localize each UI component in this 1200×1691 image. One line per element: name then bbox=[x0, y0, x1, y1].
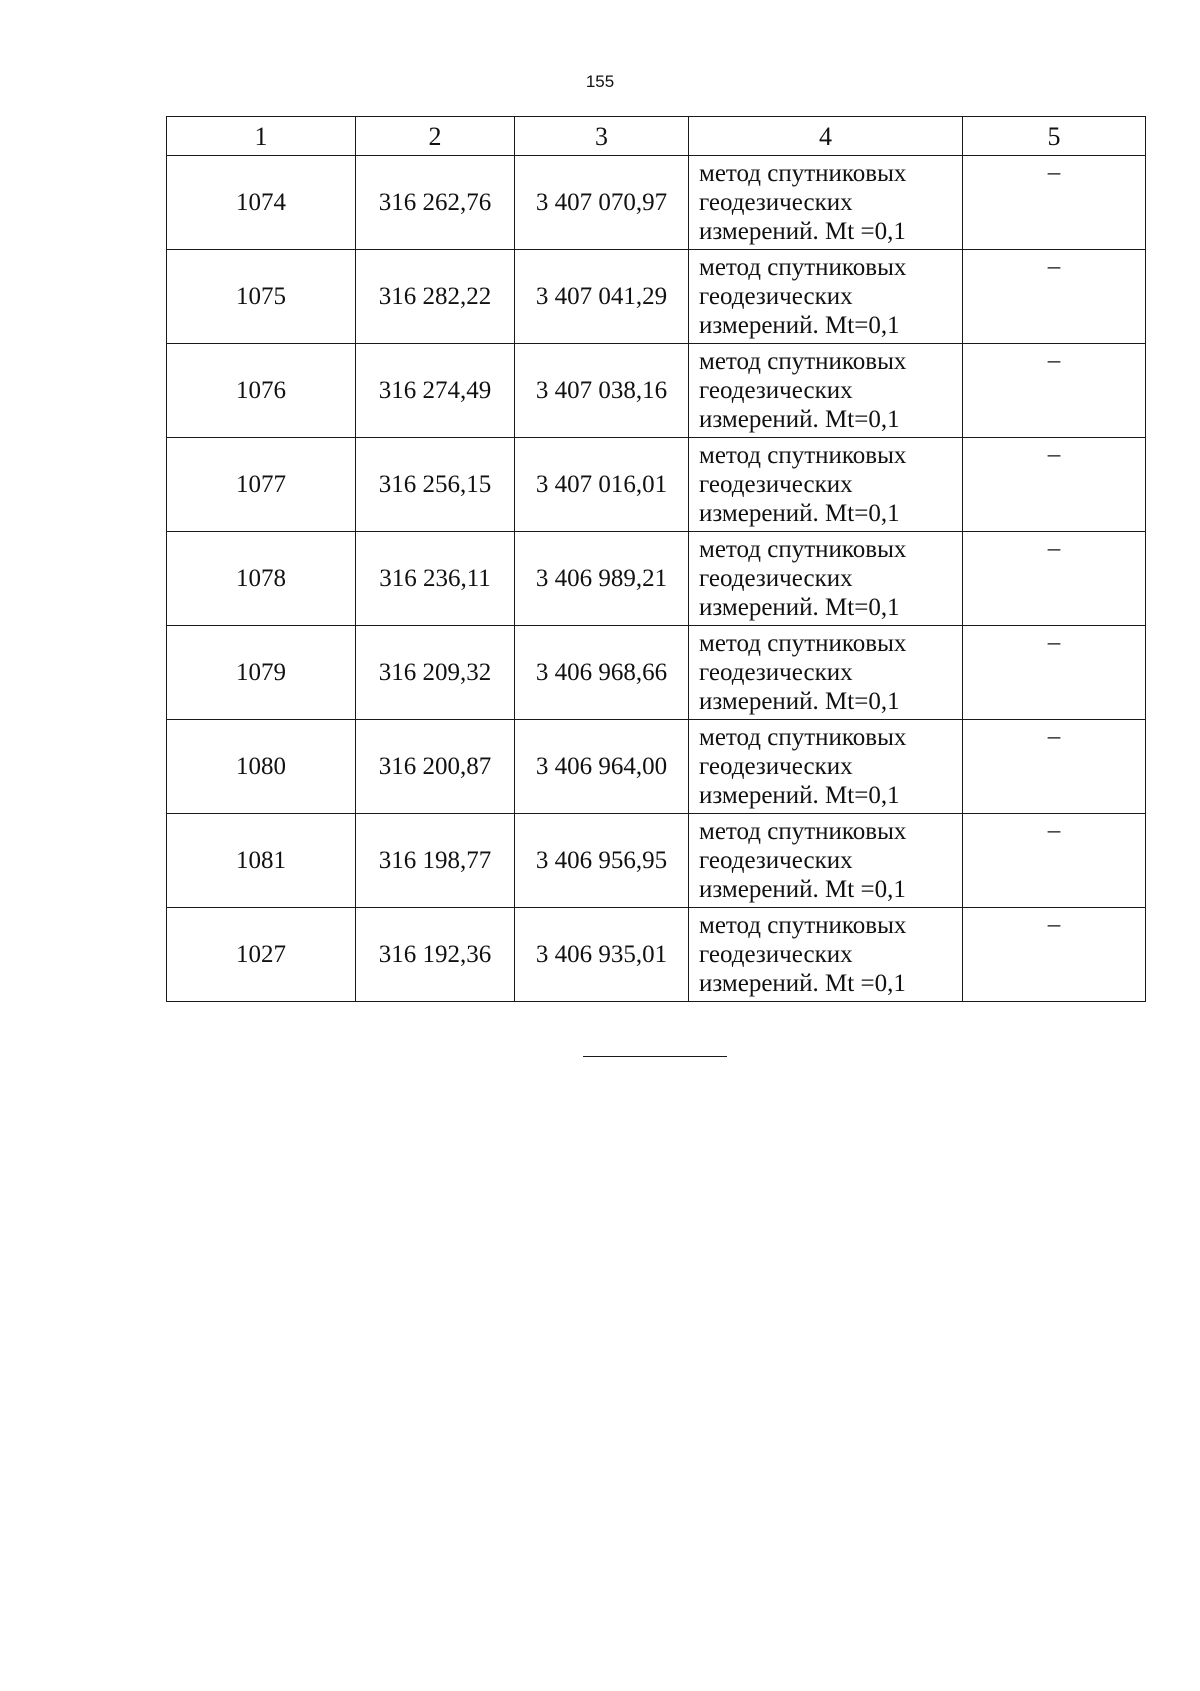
column-header-2: 2 bbox=[356, 117, 515, 156]
note-cell: – bbox=[963, 344, 1146, 438]
coordinate-y: 3 407 016,01 bbox=[515, 438, 689, 532]
method-cell bbox=[689, 720, 963, 814]
table-header-row bbox=[167, 117, 1146, 156]
method-line-2: геодезических bbox=[699, 377, 853, 404]
method-line-3: измерений. Mt=0,1 bbox=[699, 312, 900, 339]
coordinate-y: 3 407 070,97 bbox=[515, 156, 689, 250]
coordinate-y: 3 406 968,66 bbox=[515, 626, 689, 720]
coordinates-table bbox=[166, 116, 1146, 1002]
method-line-3: измерений. Mt=0,1 bbox=[699, 782, 900, 809]
point-number: 1076 bbox=[167, 344, 356, 438]
method-line-2: геодезических bbox=[699, 283, 853, 310]
coordinate-x: 316 274,49 bbox=[356, 344, 515, 438]
note-cell: – bbox=[963, 250, 1146, 344]
method-line-2: геодезических bbox=[699, 189, 853, 216]
point-number: 1081 bbox=[167, 814, 356, 908]
method-cell bbox=[689, 532, 963, 626]
point-number: 1074 bbox=[167, 156, 356, 250]
method-line-1: метод спутниковых bbox=[699, 348, 907, 375]
coordinate-y: 3 406 989,21 bbox=[515, 532, 689, 626]
table-row bbox=[167, 814, 1146, 908]
method-line-3: измерений. Mt=0,1 bbox=[699, 406, 900, 433]
coordinate-y: 3 406 935,01 bbox=[515, 908, 689, 1002]
method-line-3: измерений. Mt =0,1 bbox=[699, 876, 906, 903]
table-row bbox=[167, 438, 1146, 532]
method-cell bbox=[689, 438, 963, 532]
method-line-1: метод спутниковых bbox=[699, 818, 907, 845]
method-cell bbox=[689, 626, 963, 720]
method-line-1: метод спутниковых bbox=[699, 912, 907, 939]
table-row bbox=[167, 156, 1146, 250]
point-number: 1079 bbox=[167, 626, 356, 720]
method-line-2: геодезических bbox=[699, 471, 853, 498]
column-header-4: 4 bbox=[689, 117, 963, 156]
table-row bbox=[167, 720, 1146, 814]
method-cell bbox=[689, 814, 963, 908]
page-number: 155 bbox=[585, 72, 615, 91]
method-line-1: метод спутниковых bbox=[699, 536, 907, 563]
note-cell: – bbox=[963, 908, 1146, 1002]
method-line-1: метод спутниковых bbox=[699, 442, 907, 469]
coordinate-x: 316 236,11 bbox=[356, 532, 515, 626]
coordinate-x: 316 256,15 bbox=[356, 438, 515, 532]
note-cell: – bbox=[963, 156, 1146, 250]
method-line-1: метод спутниковых bbox=[699, 724, 907, 751]
table-row bbox=[167, 626, 1146, 720]
method-line-2: геодезических bbox=[699, 941, 853, 968]
note-cell: – bbox=[963, 532, 1146, 626]
method-line-3: измерений. Mt =0,1 bbox=[699, 218, 906, 245]
column-header-1: 1 bbox=[167, 117, 356, 156]
coordinate-y: 3 406 964,00 bbox=[515, 720, 689, 814]
table-row bbox=[167, 532, 1146, 626]
table-row bbox=[167, 908, 1146, 1002]
note-cell: – bbox=[963, 814, 1146, 908]
coordinate-x: 316 262,76 bbox=[356, 156, 515, 250]
method-cell bbox=[689, 250, 963, 344]
method-cell bbox=[689, 156, 963, 250]
coordinate-y: 3 407 038,16 bbox=[515, 344, 689, 438]
method-line-3: измерений. Mt=0,1 bbox=[699, 594, 900, 621]
point-number: 1075 bbox=[167, 250, 356, 344]
method-line-3: измерений. Mt=0,1 bbox=[699, 688, 900, 715]
method-line-1: метод спутниковых bbox=[699, 254, 907, 281]
coordinate-x: 316 192,36 bbox=[356, 908, 515, 1002]
coordinate-y: 3 407 041,29 bbox=[515, 250, 689, 344]
point-number: 1080 bbox=[167, 720, 356, 814]
point-number: 1078 bbox=[167, 532, 356, 626]
column-header-3: 3 bbox=[515, 117, 689, 156]
method-line-2: геодезических bbox=[699, 753, 853, 780]
method-cell bbox=[689, 344, 963, 438]
method-line-2: геодезических bbox=[699, 847, 853, 874]
coordinate-x: 316 282,22 bbox=[356, 250, 515, 344]
method-line-2: геодезических bbox=[699, 659, 853, 686]
point-number: 1077 bbox=[167, 438, 356, 532]
method-line-1: метод спутниковых bbox=[699, 160, 907, 187]
column-header-5: 5 bbox=[963, 117, 1146, 156]
table-body bbox=[167, 156, 1146, 1002]
table-row bbox=[167, 344, 1146, 438]
coordinate-x: 316 198,77 bbox=[356, 814, 515, 908]
method-line-3: измерений. Mt=0,1 bbox=[699, 500, 900, 527]
method-line-1: метод спутниковых bbox=[699, 630, 907, 657]
table-row bbox=[167, 250, 1146, 344]
note-cell: – bbox=[963, 626, 1146, 720]
method-line-2: геодезических bbox=[699, 565, 853, 592]
end-of-table-rule bbox=[583, 1056, 727, 1057]
method-line-3: измерений. Mt =0,1 bbox=[699, 970, 906, 997]
point-number: 1027 bbox=[167, 908, 356, 1002]
note-cell: – bbox=[963, 720, 1146, 814]
coordinate-x: 316 200,87 bbox=[356, 720, 515, 814]
coordinate-x: 316 209,32 bbox=[356, 626, 515, 720]
note-cell: – bbox=[963, 438, 1146, 532]
coordinate-y: 3 406 956,95 bbox=[515, 814, 689, 908]
method-cell bbox=[689, 908, 963, 1002]
